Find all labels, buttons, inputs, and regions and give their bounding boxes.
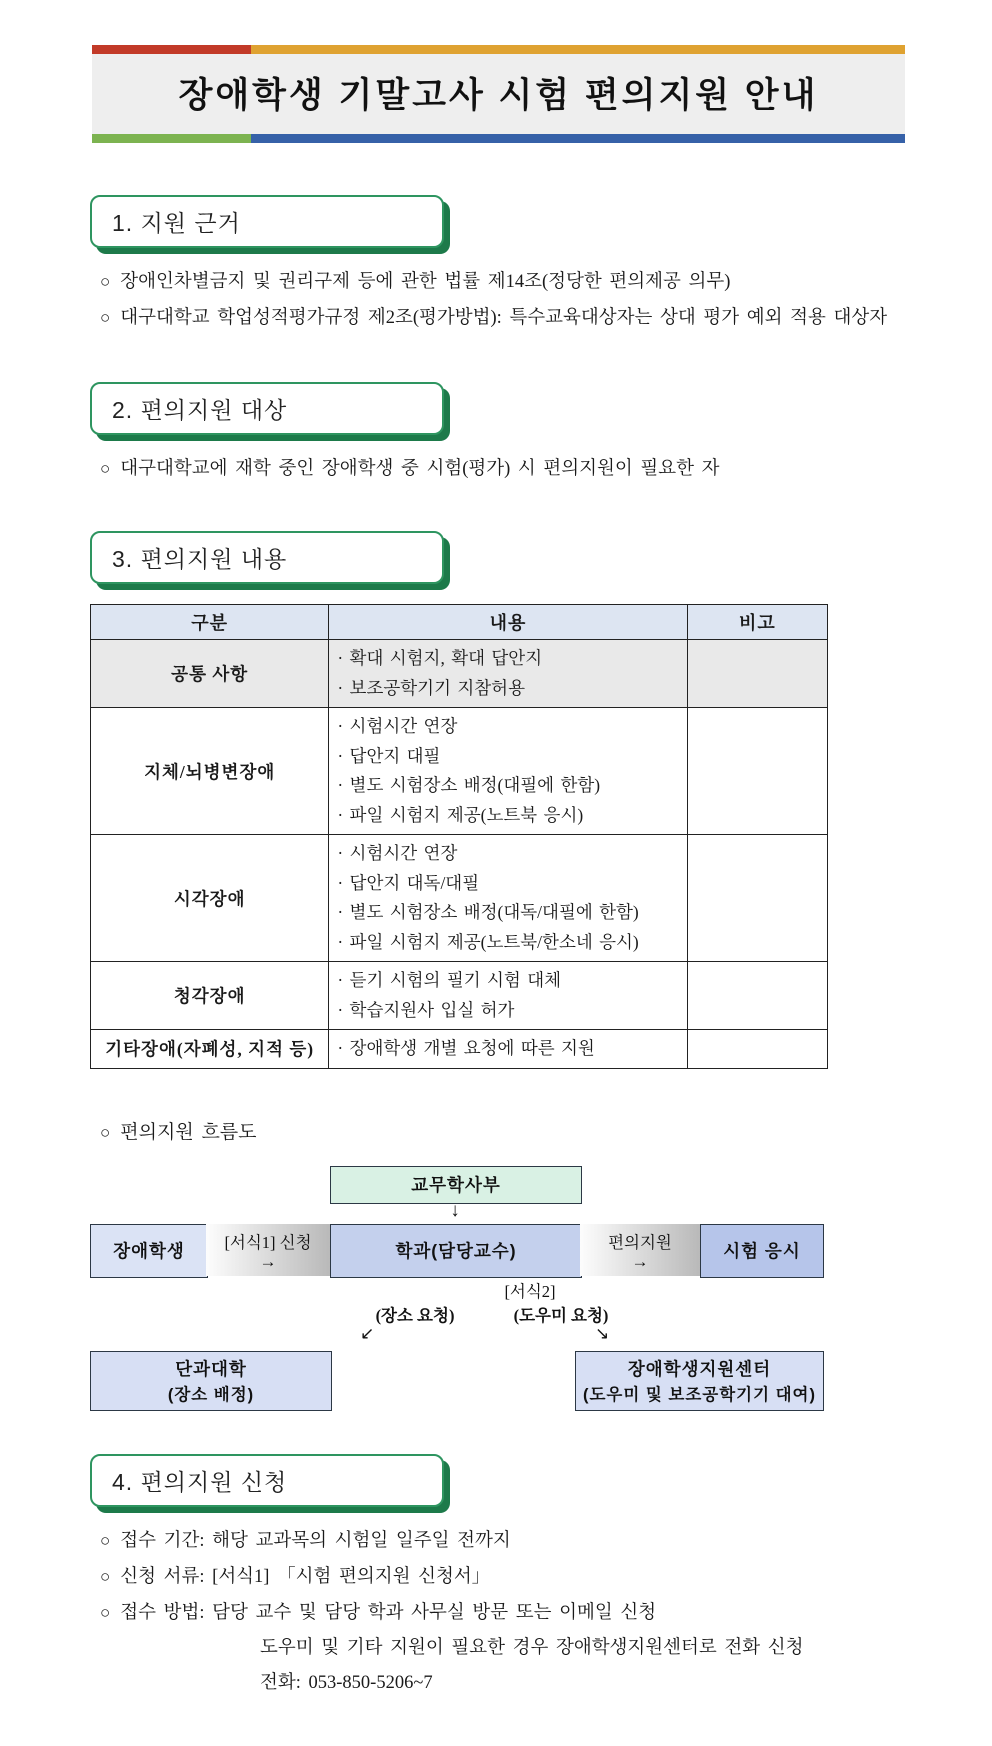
continuation-line: 도우미 및 기타 지원이 필요한 경우 장애학생지원센터로 전화 신청 [260,1637,804,1658]
content-cell [329,640,687,708]
bullet-text: 장애인차별금지 및 권리구제 등에 관한 법률 제14조(정당한 편의제공 의무) [120,272,731,292]
content-cell [329,708,687,835]
table-row [91,962,828,1030]
content-line: · 별도 시험장소 배정(대독/대필에 한함) [337,902,639,922]
flow-connector-support [580,1224,700,1276]
note-cell [687,962,827,1030]
category-cell: 기타장애(자폐성, 지적 등) [91,1030,329,1069]
table-header-row [91,605,828,640]
content-line: · 답안지 대독/대필 [337,872,480,893]
table-row [91,708,828,835]
bullet-text: 대구대학교 학업성적평가규정 제2조(평가방법): 특수교육대상자는 상대 평가 예외 적용 대상자 [120,308,888,328]
flow-box-take-exam: 시험 응시 [700,1224,824,1278]
table-row [91,835,828,962]
bullet-text: 신청 서류: [서식1] 「시험 편의지원 신청서」 [120,1566,491,1587]
diagonal-left-arrow-icon: ↙ [360,1323,375,1343]
connector-label: [서식1] 신청 [224,1232,312,1252]
content-line: · 학습지원사 입실 허가 [337,999,515,1020]
table-row [91,640,828,708]
place-request-label: (장소 요청) [375,1305,455,1325]
circle-bullet-icon: ○ [100,1602,111,1622]
flow-box-college-line1: 단과대학 [175,1359,247,1379]
content-line: · 확대 시험지, 확대 답안지 [337,648,543,668]
accommodation-table [90,604,828,1069]
category-cell: 시각장애 [91,835,329,962]
bullet-text: 접수 기간: 해당 교과목의 시험일 일주일 전까지 [120,1530,511,1551]
flow-box-student: 장애학생 [90,1224,208,1278]
content-line: · 답안지 대필 [337,745,441,766]
content-line: · 파일 시험지 제공(노트북/한소네 응시) [337,931,639,952]
flow-box-support-center-line2: (도우미 및 보조공학기기 대여) [582,1386,816,1404]
content-line: · 보조공학기기 지참허용 [337,677,525,698]
content-line: · 파일 시험지 제공(노트북 응시) [337,804,584,825]
content-cell [329,1030,687,1069]
diagonal-right-arrow-icon: ↘ [595,1323,610,1343]
bullet-item [100,1559,913,1595]
top-bar-orange-segment [251,45,905,54]
circle-bullet-icon: ○ [100,308,111,327]
form2-label: [서식2] [504,1281,556,1301]
category-cell: 지체/뇌병변장애 [91,708,329,835]
note-cell [687,640,827,708]
note-cell [687,1030,827,1069]
helper-request-label: (도우미 요청) [513,1305,609,1325]
bottom-bar-blue-segment [251,134,905,143]
content-line: · 별도 시험장소 배정(대필에 한함) [337,775,601,795]
category-cell: 청각장애 [91,962,329,1030]
content-cell [329,835,687,962]
content-cell [329,962,687,1030]
flow-connector-application [206,1224,330,1276]
column-header-category: 구분 [91,605,329,640]
content-line: · 듣기 시험의 필기 시험 대체 [337,970,562,990]
bullet-item [100,300,913,336]
flow-box-support-center [575,1351,824,1411]
connector-label: 편의지원 [608,1232,672,1252]
section3-heading: 3. 편의지원 내용 [90,531,444,584]
bottom-bar-green-segment [92,134,251,143]
circle-bullet-icon: ○ [100,1530,111,1550]
table-row [91,1030,828,1069]
note-cell [687,835,827,962]
section1-bullets [100,264,930,336]
down-arrow-icon: ↓ [450,1199,460,1221]
section1-heading: 1. 지원 근거 [90,195,444,248]
note-cell [687,708,827,835]
title-bottom-bar [92,134,905,143]
flow-box-department: 학과(담당교수) [330,1224,582,1278]
flowchart [90,1166,822,1412]
bullet-item [100,451,913,487]
flow-box-academic-affairs: 교무학사부 [330,1166,582,1204]
circle-bullet-icon: ○ [100,272,111,291]
flowchart-label-text: 편의지원 흐름도 [120,1121,257,1143]
bullet-text: 접수 방법: 담당 교수 및 담당 학과 사무실 방문 또는 이메일 신청 [120,1602,657,1623]
right-arrow-icon: → [631,1251,649,1271]
circle-bullet-icon: ○ [100,1566,111,1586]
bullet-item [100,1523,913,1559]
column-header-content: 내용 [329,605,687,640]
bullet-item [100,264,913,300]
section4-heading: 4. 편의지원 신청 [90,1454,444,1507]
top-bar-red-segment [92,45,251,54]
flow-box-college-line2: (장소 배정) [167,1386,255,1404]
flowchart-label [100,1117,930,1144]
content-line: · 시험시간 연장 [337,716,458,736]
title-top-bar [92,45,905,54]
content-line: · 장애학생 개별 요청에 따른 지원 [337,1038,595,1058]
category-cell: 공통 사항 [91,640,329,708]
circle-bullet-icon: ○ [100,1122,111,1142]
content-line: · 시험시간 연장 [337,843,458,863]
right-arrow-icon: → [259,1251,277,1271]
title-band [92,54,905,134]
bullet-item [100,1595,913,1631]
flow-box-support-center-line1: 장애학생지원센터 [627,1359,772,1379]
section2-heading: 2. 편의지원 대상 [90,382,444,435]
section4-bullets [100,1523,930,1701]
flow-box-college [90,1351,332,1411]
column-header-note: 비고 [687,605,827,640]
bullet-text: 대구대학교에 재학 중인 장애학생 중 시험(평가) 시 편의지원이 필요한 자 [120,459,720,479]
document [90,45,930,1701]
circle-bullet-icon: ○ [100,459,111,478]
section2-bullets [100,451,930,487]
continuation-line: 전화: 053-850-5206~7 [260,1672,433,1693]
title-banner [92,45,905,143]
page-title: 장애학생 기말고사 시험 편의지원 안내 [178,76,819,115]
